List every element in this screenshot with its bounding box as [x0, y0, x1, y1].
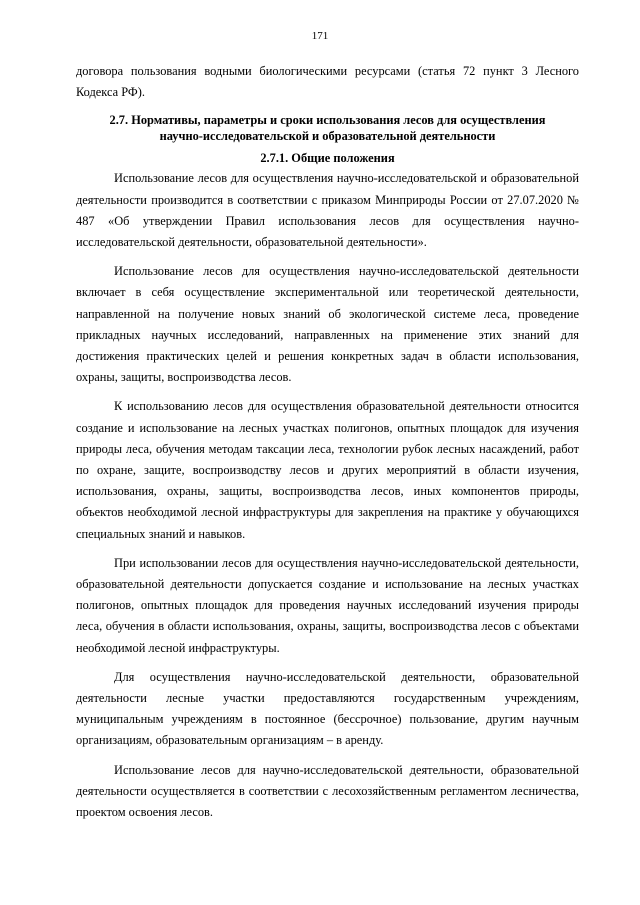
paragraph: При использовании лесов для осуществления научно-исследовательской деятельности, образовательной деятельности допускается создание и использование на лесных участках полигонов, опытных площадок для проведения научных исследований изучения природы леса, обучения в области использования, охраны, защиты, воспроизводства лесов с объектами необходимой лесной инфраструктуры. [76, 555, 579, 655]
page-number: 171 [311, 30, 329, 42]
section-heading-line-1: 2.7. Нормативы, параметры и сроки использования лесов для осуществления [109, 113, 546, 128]
paragraph: Использование лесов для осуществления научно-исследовательской деятельности включает в себя осуществление экспериментальной или теоретической деятельности, направленной на получение новых знаний об экологической системе леса, проведение прикладных научных исследований, направленных на применение этих знаний для достижения практических целей и решения конкретных задач в области использования, охраны, защиты, воспроизводства лесов. [76, 264, 579, 385]
section-heading [76, 113, 579, 144]
paragraph-continued: договора пользования водными биологическими ресурсами (статья 72 пункт 3 Лесного Кодекса РФ). [76, 64, 579, 100]
section-heading-line-2: научно-исследовательской и образовательной деятельности [159, 128, 496, 143]
paragraph: Использование лесов для осуществления научно-исследовательской и образовательной деятельности производится в соответствии с приказом Минприроды России от 27.07.2020 № 487 «Об утверждении Правил использования лесов для осуществления научно-исследовательской деятельности, образовательной деятельности». [76, 171, 579, 250]
paragraph: К использованию лесов для осуществления образовательной деятельности относится создание и использование на лесных участках полигонов, опытных площадок для изучения природы леса, обучения методам таксации леса, технологии рубок лесных насаждений, работ по охране, защите, воспроизводству лесов и других мероприятий в области изучения, использования, охраны, защиты, воспроизводства лесов, иных компонентов природы, объектов необходимой лесной инфраструктуры для закрепления на практике у обучающихся специальных знаний и навыков. [76, 399, 579, 541]
paragraph: Использование лесов для научно-исследовательской деятельности, образовательной деятельности осуществляется в соответствии с лесохозяйственным регламентом лесничества, проектом освоения лесов. [76, 762, 579, 820]
subsection-heading: 2.7.1. Общие положения [260, 151, 395, 166]
page-content [76, 61, 579, 823]
paragraph: Для осуществления научно-исследовательской деятельности, образовательной деятельности лесные участки предоставляются государственным учреждениям, муниципальным учреждениям в постоянное (бессрочное) пользование, другим научным организациям, образовательным организациям – в аренду. [76, 669, 579, 748]
